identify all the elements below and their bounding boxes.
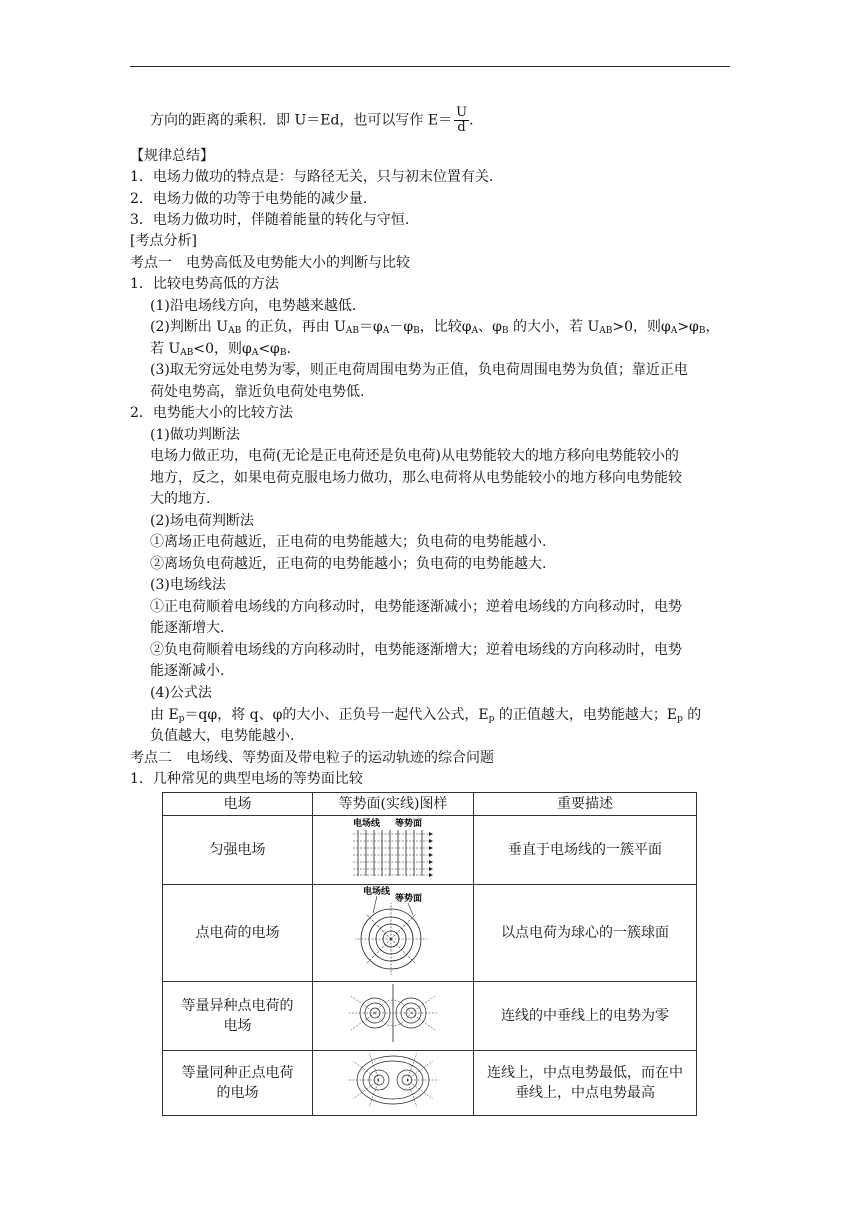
like-charges-figure <box>333 1051 453 1109</box>
method3-title: (3)电场线法 <box>150 577 226 593</box>
figure-cell <box>313 816 474 885</box>
fraction-u-over-d <box>454 106 469 135</box>
fraction-numerator: U <box>456 105 468 120</box>
field-cell: 等量同种正点电荷 的电场 <box>163 1051 313 1116</box>
uniform-field-figure <box>333 816 453 878</box>
intro-text: 方向的距离的乘积．即 U＝Ed，也可以写作 E＝ <box>150 112 453 129</box>
table-header: 电场 <box>163 793 313 816</box>
method4-text-cont: 负值越大，电势能越小. <box>150 728 295 744</box>
figure-cell <box>313 885 474 982</box>
summary-item: 2．电场力做的功等于电势能的减少量. <box>130 191 368 207</box>
method1-title: (1)做功判断法 <box>150 427 240 443</box>
header-rule <box>130 66 730 67</box>
field-lines <box>353 834 429 875</box>
desc-cell: 以点电荷为球心的一簇球面 <box>474 885 697 982</box>
field-cell: 匀强电场 <box>163 816 313 885</box>
method1-text: 地方，反之，如果电荷克服电场力做功，那么电荷将从电势能较小的地方移向电势能较 <box>150 470 682 486</box>
fraction-denominator: d <box>457 120 466 135</box>
point1-s2-title: 2．电势能大小的比较方法 <box>130 405 293 421</box>
table-header: 重要描述 <box>474 793 697 816</box>
method4-text: 由 $E_p=q\varphi$，将 q、φ的大小、正负号一起代入公式，$E_p$ 的正值越大，电势能越大；$E_p$ 的 <box>150 707 702 724</box>
field-cell: 等量异种点电荷的 电场 <box>163 982 313 1051</box>
point1-s1-b: (2)判断出 $U_{AB}$ 的正负，再由 $U_{AB}=\varphi_A-\varphi_B$，比较$\varphi_A$、$\varphi_B$ 的大小，若 $U_{AB}>0$，则$\varphi_A>\varphi_B$， <box>150 319 720 336</box>
intro-line <box>150 106 474 135</box>
table-row <box>163 816 697 885</box>
summary-item: 3．电场力做功时，伴随着能量的转化与守恒. <box>130 212 410 228</box>
figure-label-field-line: 电场线 <box>353 819 381 829</box>
table-row <box>163 885 697 982</box>
point1-s1-c: 若 $U_{AB}<0$，则$\varphi_A<\varphi_B$. <box>150 341 291 358</box>
table-row <box>163 982 697 1051</box>
point1-s1-d-cont: 荷处电势高，靠近负电荷处电势低. <box>150 384 365 400</box>
figure-label-equipotential: 等势面 <box>395 894 423 904</box>
opposite-charges-figure <box>333 982 453 1044</box>
table-header: 等势面(实线)图样 <box>313 793 474 816</box>
method4-title: (4)公式法 <box>150 685 212 701</box>
desc-cell: 连线上，中点电势最低，而在中 垂线上，中点电势最高 <box>474 1051 697 1116</box>
method2-a: ①离场正电荷越近，正电荷的电势能越大；负电荷的电势能越小. <box>150 534 547 550</box>
table-header-row <box>163 793 697 816</box>
point2-title: 考点二 电场线、等势面及带电粒子的运动轨迹的综合问题 <box>130 750 494 766</box>
figure-cell <box>313 982 474 1051</box>
method3-a: ①正电荷顺着电场线的方向移动时，电势能逐渐减小；逆着电场线的方向移动时，电势 <box>150 599 682 615</box>
method2-title: (2)场电荷判断法 <box>150 513 254 529</box>
field-cell: 点电荷的电场 <box>163 885 313 982</box>
point-charge-figure <box>333 885 453 975</box>
point2-s1-title: 1．几种常见的典型电场的等势面比较 <box>130 771 363 787</box>
summary-heading: 【规律总结】 <box>130 148 214 164</box>
table-row <box>163 1051 697 1116</box>
analysis-heading: [考点分析] <box>130 233 197 249</box>
method3-b: ②负电荷顺着电场线的方向移动时，电势能逐渐增大；逆着电场线的方向移动时，电势 <box>150 642 682 658</box>
method2-b: ②离场负电荷越近，正电荷的电势能越小；负电荷的电势能越大. <box>150 556 547 572</box>
point1-s1-title: 1．比较电势高低的方法 <box>130 276 279 292</box>
point1-s1-d: (3)取无穷远处电势为零，则正电荷周围电势为正值，负电荷周围电势为负值；靠近正电 <box>150 362 688 378</box>
desc-cell: 垂直于电场线的一簇平面 <box>474 816 697 885</box>
intro-end: . <box>469 112 474 129</box>
equipotential-table <box>162 792 697 1116</box>
arrowheads <box>429 832 433 877</box>
method1-text: 大的地方. <box>150 491 211 507</box>
figure-cell <box>313 1051 474 1116</box>
desc-cell: 连线的中垂线上的电势为零 <box>474 982 697 1051</box>
radial-field-lines <box>355 903 427 975</box>
figure-label-equipotential: 等势面 <box>395 819 423 829</box>
figure-label-field-line: 电场线 <box>363 887 391 897</box>
method3-b-cont: 能逐渐减小. <box>150 663 225 679</box>
method3-a-cont: 能逐渐增大. <box>150 620 225 636</box>
summary-item: 1．电场力做功的特点是：与路径无关，只与初末位置有关. <box>130 169 494 185</box>
method1-text: 电场力做正功，电荷(无论是正电荷还是负电荷)从电势能较大的地方移向电势能较小的 <box>150 448 679 464</box>
point1-title: 考点一 电势高低及电势能大小的判断与比较 <box>130 255 410 271</box>
point1-s1-a: (1)沿电场线方向，电势越来越低. <box>150 298 357 314</box>
